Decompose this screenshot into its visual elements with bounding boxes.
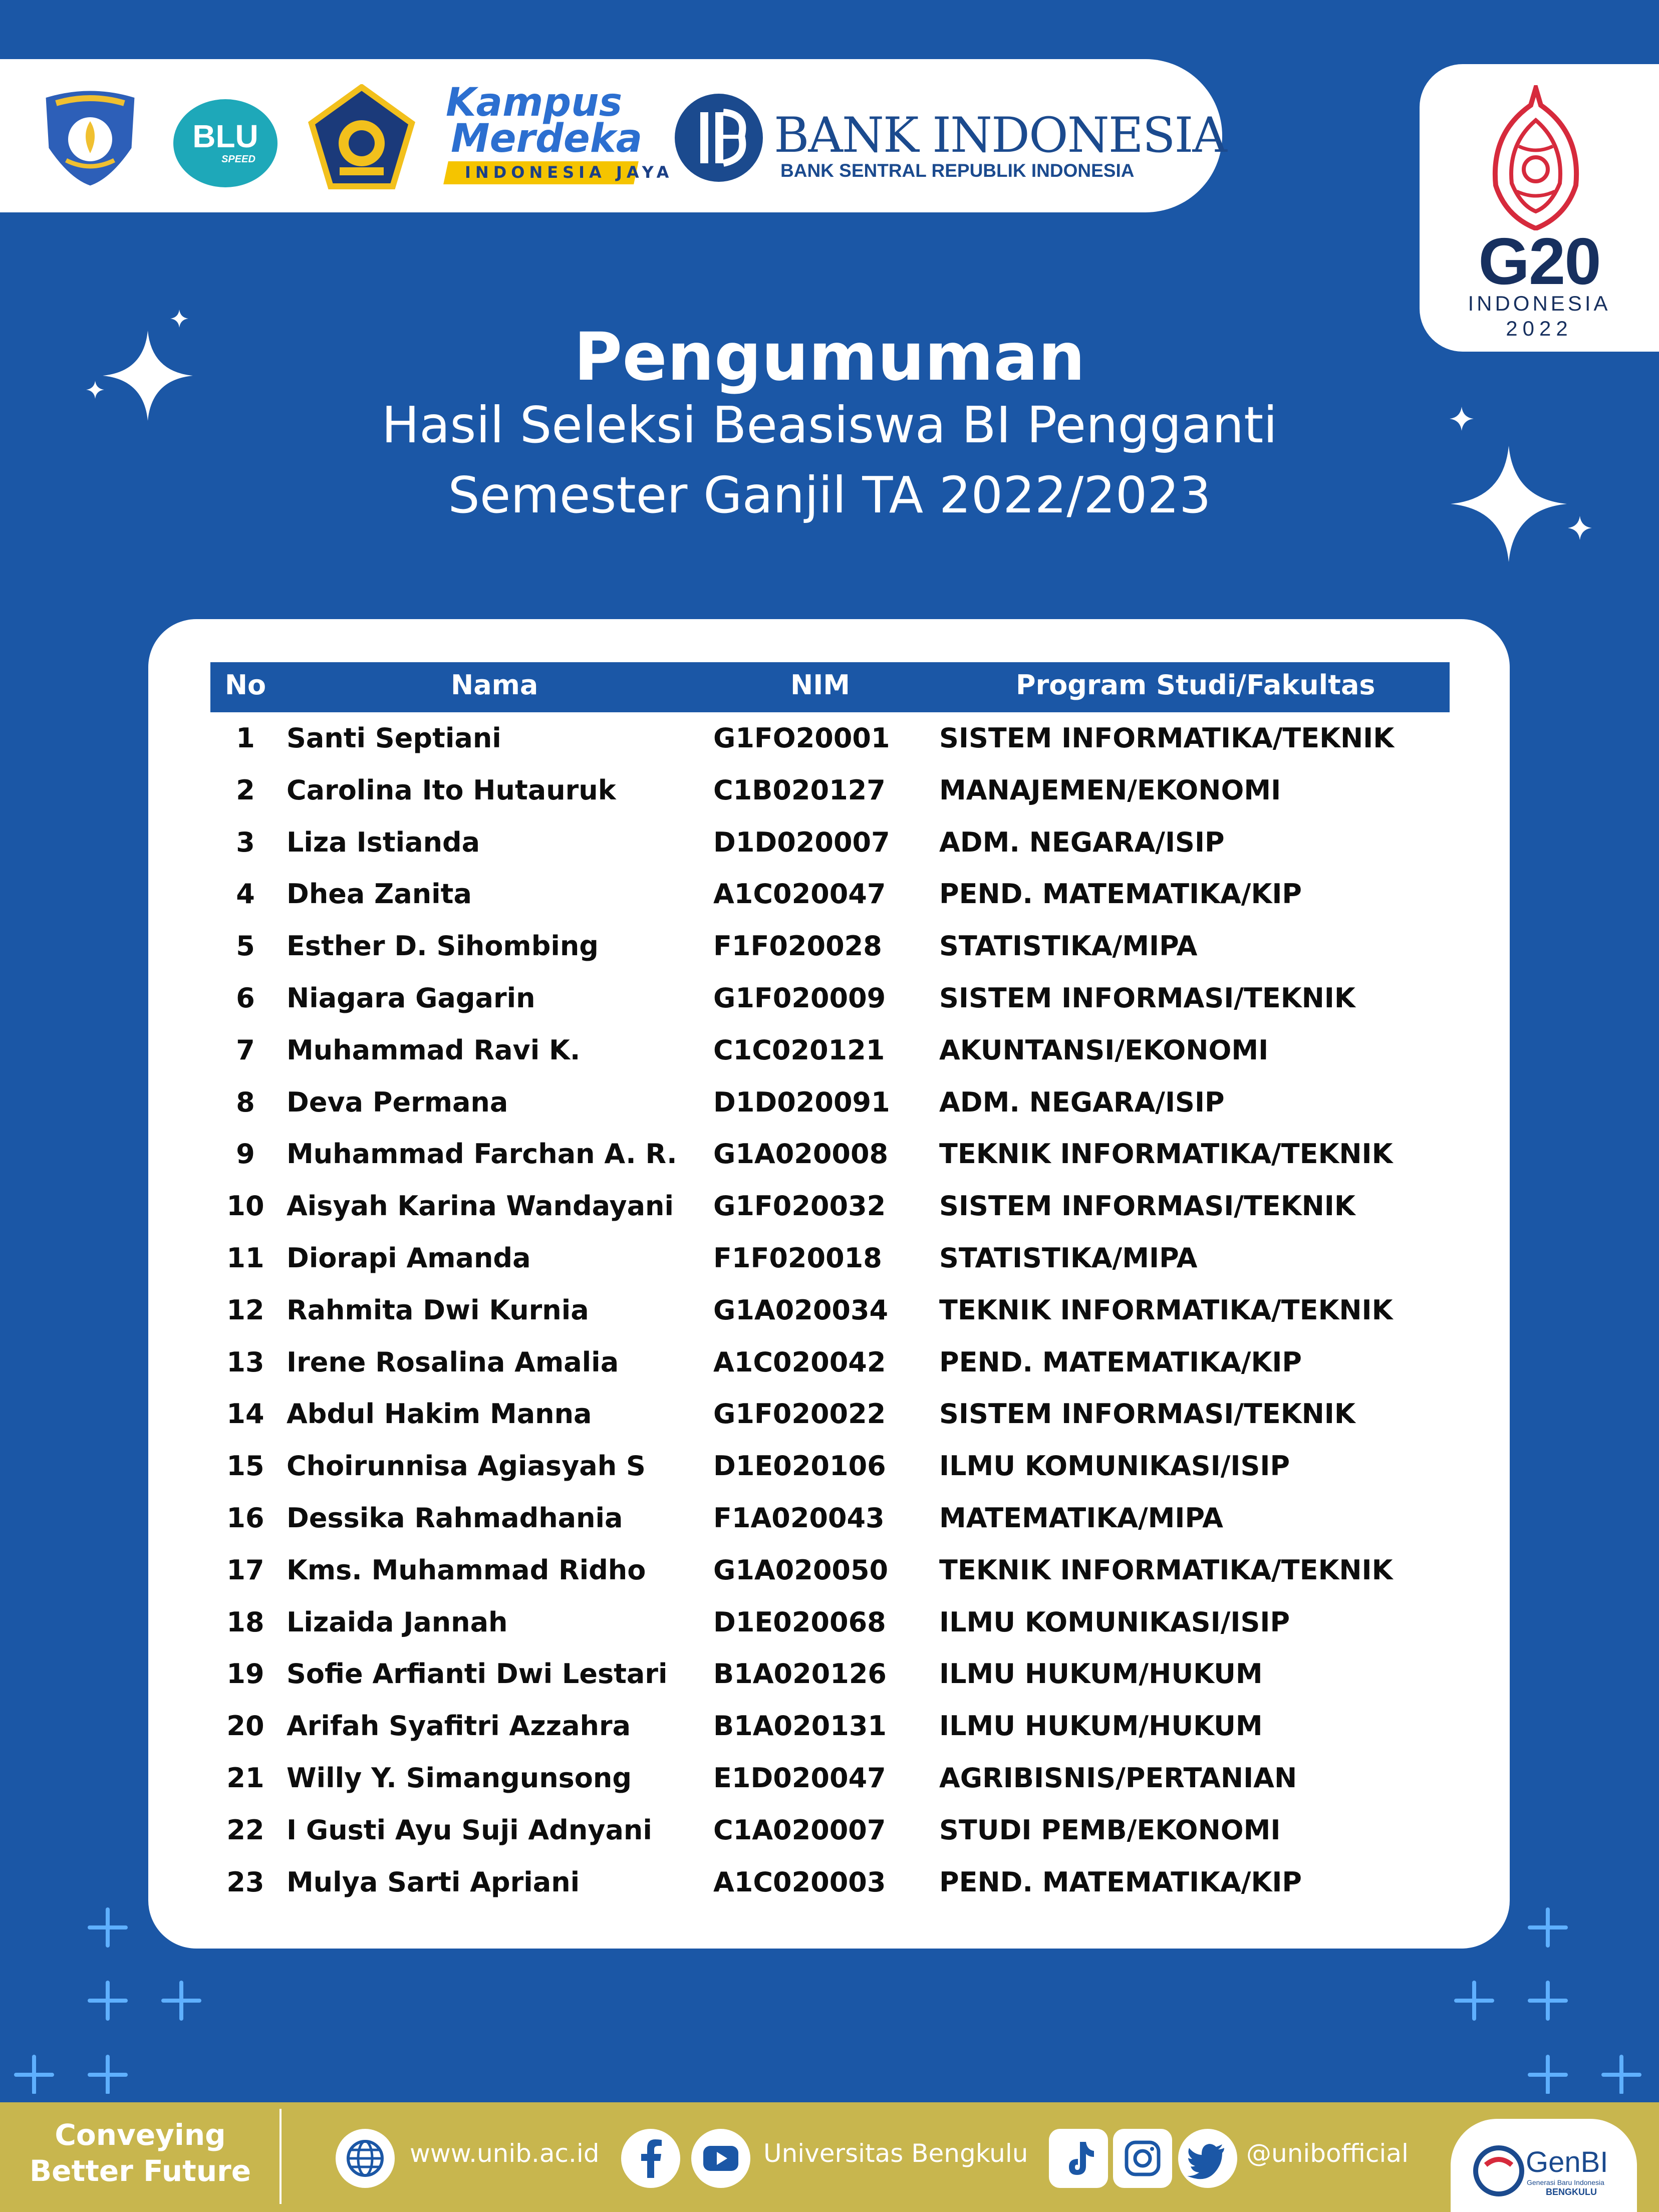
cell-prodi: AGRIBISNIS/PERTANIAN — [939, 1762, 1297, 1794]
cell-prodi: ILMU KOMUNIKASI/ISIP — [939, 1450, 1290, 1482]
cell-prodi: STUDI PEMB/EKONOMI — [939, 1814, 1281, 1846]
cell-prodi: SISTEM INFORMASI/TEKNIK — [939, 982, 1355, 1014]
cell-nim: F1F020018 — [713, 1242, 882, 1274]
cell-prodi: ADM. NEGARA/ISIP — [939, 826, 1225, 858]
genbi-city: BENGKULU — [1546, 2187, 1597, 2197]
table-row — [0, 816, 1659, 869]
table-row — [0, 1336, 1659, 1389]
cell-prodi: PEND. MATEMATIKA/KIP — [939, 1866, 1302, 1898]
twitter-icon[interactable] — [1178, 2129, 1237, 2188]
bank-indonesia-logo — [671, 90, 1226, 185]
cell-nama: Abdul Hakim Manna — [287, 1398, 592, 1430]
cell-no: 10 — [226, 1190, 264, 1222]
page-subtitle-line1: Hasil Seleksi Beasiswa BI Pengganti — [381, 396, 1278, 454]
cell-nama: Arifah Syafitri Azzahra — [287, 1710, 631, 1742]
cell-nim: A1C020047 — [713, 878, 886, 910]
cell-no: 9 — [236, 1138, 255, 1170]
cell-nama: Irene Rosalina Amalia — [287, 1346, 619, 1378]
cell-nim: F1A020043 — [713, 1502, 885, 1534]
cell-nama: Willy Y. Simangunsong — [287, 1762, 632, 1794]
cell-prodi: AKUNTANSI/EKONOMI — [939, 1034, 1269, 1066]
channel-name-text[interactable]: Universitas Bengkulu — [763, 2139, 1028, 2168]
cell-nim: F1F020028 — [713, 930, 882, 962]
cell-nim: D1E020068 — [713, 1606, 886, 1638]
cell-nama: Diorapi Amanda — [287, 1242, 531, 1274]
table-row — [0, 1700, 1659, 1752]
cell-prodi: TEKNIK INFORMATIKA/TEKNIK — [939, 1138, 1393, 1170]
cell-nama: Deva Permana — [287, 1086, 508, 1118]
cell-no: 19 — [226, 1658, 264, 1690]
cell-nama: Niagara Gagarin — [287, 982, 535, 1014]
header-nama: Nama — [451, 669, 538, 701]
blu-speed-logo — [171, 98, 280, 188]
table-row — [0, 1284, 1659, 1336]
cell-nim: G1FO20001 — [713, 722, 890, 754]
cell-no: 17 — [226, 1554, 264, 1586]
table-row — [0, 920, 1659, 972]
table-row — [0, 1752, 1659, 1804]
table-row — [0, 1596, 1659, 1648]
cell-nama: Choirunnisa Agiasyah S — [287, 1450, 646, 1482]
table-row — [0, 1232, 1659, 1284]
cell-prodi: PEND. MATEMATIKA/KIP — [939, 878, 1302, 910]
cell-nim: G1F020022 — [713, 1398, 886, 1430]
blu-text: BLU — [192, 118, 258, 154]
youtube-icon[interactable] — [691, 2129, 750, 2188]
cell-nim: C1B020127 — [713, 774, 886, 806]
bank-indonesia-subtitle: BANK SENTRAL REPUBLIK INDONESIA — [780, 160, 1135, 181]
cell-nim: B1A020126 — [713, 1658, 887, 1690]
cell-nim: E1D020047 — [713, 1762, 886, 1794]
table-row — [0, 1180, 1659, 1232]
cell-nim: G1A020034 — [713, 1294, 889, 1326]
cell-nama: Dhea Zanita — [287, 878, 472, 910]
website-text[interactable]: www.unib.ac.id — [410, 2139, 600, 2168]
table-row — [0, 868, 1659, 920]
slogan-line2: Better Future — [29, 2154, 251, 2188]
cell-prodi: ILMU KOMUNIKASI/ISIP — [939, 1606, 1290, 1638]
merdeka-text: Merdeka — [451, 116, 643, 161]
table-row — [0, 1388, 1659, 1440]
cell-nim: G1A020050 — [713, 1554, 889, 1586]
blu-speed-text: SPEED — [221, 154, 255, 165]
cell-no: 21 — [226, 1762, 264, 1794]
g20-country: INDONESIA — [1468, 292, 1611, 315]
cell-nama: Muhammad Ravi K. — [287, 1034, 581, 1066]
table-row — [0, 1024, 1659, 1076]
cell-no: 20 — [226, 1710, 264, 1742]
g20-title: G20 — [1478, 224, 1600, 298]
cell-nama: I Gusti Ayu Suji Adnyani — [287, 1814, 652, 1846]
cell-nama: Muhammad Farchan A. R. — [287, 1138, 677, 1170]
slogan-line1: Conveying — [55, 2118, 226, 2152]
cell-no: 2 — [236, 774, 255, 806]
cell-prodi: STATISTIKA/MIPA — [939, 930, 1198, 962]
cell-no: 6 — [236, 982, 255, 1014]
page-subtitle-line2: Semester Ganjil TA 2022/2023 — [448, 466, 1211, 524]
cell-prodi: ILMU HUKUM/HUKUM — [939, 1658, 1263, 1690]
header-prodi: Program Studi/Fakultas — [1016, 669, 1375, 701]
cell-prodi: STATISTIKA/MIPA — [939, 1242, 1198, 1274]
header-no: No — [224, 669, 266, 701]
cell-prodi: MATEMATIKA/MIPA — [939, 1502, 1223, 1534]
cell-prodi: ADM. NEGARA/ISIP — [939, 1086, 1225, 1118]
cell-prodi: ILMU HUKUM/HUKUM — [939, 1710, 1263, 1742]
genbi-name: GenBI — [1526, 2146, 1608, 2178]
table-row — [0, 1492, 1659, 1544]
table-row — [0, 764, 1659, 816]
cell-nim: D1D020007 — [713, 826, 890, 858]
cell-no: 12 — [226, 1294, 264, 1326]
cell-no: 23 — [226, 1866, 264, 1898]
cell-nim: D1D020091 — [713, 1086, 890, 1118]
page-title: Pengumuman — [574, 319, 1085, 396]
cell-nim: C1C020121 — [713, 1034, 885, 1066]
cell-nama: Aisyah Karina Wandayani — [287, 1190, 674, 1222]
cell-no: 13 — [226, 1346, 264, 1378]
cell-nim: B1A020131 — [713, 1710, 887, 1742]
cell-no: 7 — [236, 1034, 255, 1066]
cell-prodi: MANAJEMEN/EKONOMI — [939, 774, 1281, 806]
facebook-icon[interactable] — [621, 2129, 680, 2188]
cell-no: 15 — [226, 1450, 264, 1482]
cell-nama: Liza Istianda — [287, 826, 480, 858]
table-row — [0, 1076, 1659, 1129]
genbi-logo — [1451, 2119, 1637, 2212]
kampus-merdeka-logo — [441, 80, 674, 190]
cell-nama: Rahmita Dwi Kurnia — [287, 1294, 589, 1326]
cell-nim: C1A020007 — [713, 1814, 886, 1846]
handle-text[interactable]: @unibofficial — [1246, 2139, 1409, 2168]
cell-nama: Sofie Arfianti Dwi Lestari — [287, 1658, 668, 1690]
cell-nama: Mulya Sarti Apriani — [287, 1866, 580, 1898]
header-nim: NIM — [790, 669, 851, 701]
cell-no: 14 — [226, 1398, 264, 1430]
tut-wuri-handayani-logo — [36, 90, 144, 188]
cell-nama: Carolina Ito Hutauruk — [287, 774, 616, 806]
cell-no: 8 — [236, 1086, 255, 1118]
bank-indonesia-title: BANK INDONESIA — [774, 107, 1226, 163]
table-row — [0, 1856, 1659, 1908]
tiktok-icon[interactable] — [1049, 2129, 1108, 2188]
g20-gunungan-icon — [1471, 85, 1601, 230]
kampus-text: Kampus — [446, 80, 623, 125]
cell-nim: G1F020032 — [713, 1190, 886, 1222]
cell-no: 5 — [236, 930, 255, 962]
cell-nama: Dessika Rahmadhania — [287, 1502, 623, 1534]
table-row — [0, 712, 1659, 764]
table-row — [0, 1648, 1659, 1700]
g20-card — [1420, 64, 1659, 352]
kampus-tagline: INDONESIA JAYA — [465, 163, 674, 182]
table-row — [0, 1544, 1659, 1596]
g20-year: 2022 — [1506, 317, 1573, 340]
cell-nim: A1C020042 — [713, 1346, 886, 1378]
cell-no: 18 — [226, 1606, 264, 1638]
unib-crest-logo — [307, 84, 417, 189]
cell-prodi: TEKNIK INFORMATIKA/TEKNIK — [939, 1554, 1393, 1586]
cell-no: 11 — [226, 1242, 264, 1274]
cell-nama: Santi Septiani — [287, 722, 501, 754]
instagram-icon[interactable] — [1113, 2129, 1172, 2188]
table-row — [0, 972, 1659, 1024]
cell-prodi: SISTEM INFORMASI/TEKNIK — [939, 1398, 1355, 1430]
footer-divider — [280, 2109, 282, 2204]
globe-icon[interactable] — [336, 2129, 395, 2188]
table-row — [0, 1804, 1659, 1856]
cell-nama: Kms. Muhammad Ridho — [287, 1554, 646, 1586]
cell-no: 4 — [236, 878, 255, 910]
cell-prodi: PEND. MATEMATIKA/KIP — [939, 1346, 1302, 1378]
cell-prodi: SISTEM INFORMASI/TEKNIK — [939, 1190, 1355, 1222]
table-row — [0, 1128, 1659, 1180]
cell-prodi: SISTEM INFORMATIKA/TEKNIK — [939, 722, 1395, 754]
cell-nim: G1F020009 — [713, 982, 886, 1014]
cell-no: 3 — [236, 826, 255, 858]
table-row — [0, 1440, 1659, 1492]
cell-no: 1 — [236, 722, 255, 754]
genbi-sub: Generasi Baru Indonesia — [1527, 2178, 1604, 2186]
cell-nama: Esther D. Sihombing — [287, 930, 599, 962]
cell-nama: Lizaida Jannah — [287, 1606, 508, 1638]
cell-nim: G1A020008 — [713, 1138, 889, 1170]
cell-prodi: TEKNIK INFORMATIKA/TEKNIK — [939, 1294, 1393, 1326]
cell-nim: A1C020003 — [713, 1866, 886, 1898]
cell-no: 16 — [226, 1502, 264, 1534]
cell-nim: D1E020106 — [713, 1450, 886, 1482]
cell-no: 22 — [226, 1814, 264, 1846]
